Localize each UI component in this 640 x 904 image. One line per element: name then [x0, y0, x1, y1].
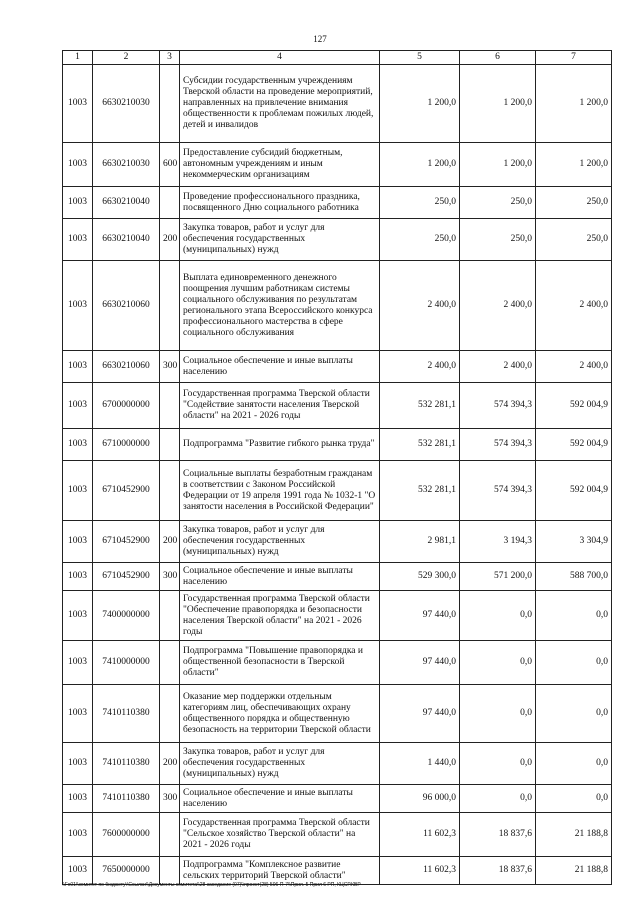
item-name: Государственная программа Тверской области "Сельское хозяйство Тверской области" на 2021 - 2026 годы	[180, 813, 380, 857]
amount-year-3: 1 200,0	[536, 65, 612, 143]
amount-year-3: 2 400,0	[536, 351, 612, 383]
amount-year-2: 0,0	[460, 591, 536, 641]
amount-year-2: 2 400,0	[460, 261, 536, 351]
amount-year-3: 0,0	[536, 743, 612, 785]
section-code: 1003	[63, 143, 93, 187]
item-name: Государственная программа Тверской области "Обеспечение правопорядка и безопасности населения Тверской области" на 2021 - 2026 годы	[180, 591, 380, 641]
target-article-code: 6630210040	[93, 219, 160, 261]
section-code: 1003	[63, 685, 93, 743]
item-name: Субсидии государственным учреждениям Тверской области на проведение мероприятий, направленных на привлечение внимания общественности к проблемам пожилых людей, детей и инвалидов	[180, 65, 380, 143]
column-header: 3	[160, 51, 180, 65]
amount-year-3: 0,0	[536, 591, 612, 641]
amount-year-1: 97 440,0	[380, 685, 460, 743]
amount-year-1: 97 440,0	[380, 641, 460, 685]
expense-type-code: 200	[160, 521, 180, 563]
amount-year-1: 2 400,0	[380, 261, 460, 351]
table-row	[63, 641, 612, 685]
item-name: Социальное обеспечение и иные выплаты населению	[180, 351, 380, 383]
table-row	[63, 219, 612, 261]
expense-type-code: 200	[160, 743, 180, 785]
column-header: 5	[380, 51, 460, 65]
expense-type-code: 600	[160, 143, 180, 187]
section-code: 1003	[63, 65, 93, 143]
amount-year-3: 1 200,0	[536, 143, 612, 187]
section-code: 1003	[63, 641, 93, 685]
expense-type-code	[160, 383, 180, 429]
amount-year-3: 592 004,9	[536, 383, 612, 429]
column-header: 6	[460, 51, 536, 65]
table-row	[63, 521, 612, 563]
table-row	[63, 461, 612, 521]
amount-year-1: 529 300,0	[380, 563, 460, 591]
amount-year-2: 2 400,0	[460, 351, 536, 383]
amount-year-1: 250,0	[380, 219, 460, 261]
target-article-code: 6710000000	[93, 429, 160, 461]
amount-year-1: 11 602,3	[380, 813, 460, 857]
table-row	[63, 187, 612, 219]
section-code: 1003	[63, 785, 93, 813]
table-row	[63, 563, 612, 591]
amount-year-2: 571 200,0	[460, 563, 536, 591]
amount-year-1: 97 440,0	[380, 591, 460, 641]
section-code: 1003	[63, 219, 93, 261]
amount-year-1: 96 000,0	[380, 785, 460, 813]
target-article-code: 6630210030	[93, 65, 160, 143]
table-row	[63, 857, 612, 885]
expense-type-code: 300	[160, 351, 180, 383]
amount-year-3: 21 188,8	[536, 813, 612, 857]
amount-year-3: 250,0	[536, 187, 612, 219]
item-name: Подпрограмма "Комплексное развитие сельских территорий Тверской области"	[180, 857, 380, 885]
section-code: 1003	[63, 591, 93, 641]
target-article-code: 6710452900	[93, 521, 160, 563]
expense-type-code: 200	[160, 219, 180, 261]
amount-year-1: 1 200,0	[380, 65, 460, 143]
table-row	[63, 143, 612, 187]
amount-year-2: 250,0	[460, 219, 536, 261]
column-header: 2	[93, 51, 160, 65]
table-row	[63, 383, 612, 429]
section-code: 1003	[63, 429, 93, 461]
budget-table	[62, 50, 612, 885]
table-row	[63, 591, 612, 641]
section-code: 1003	[63, 521, 93, 563]
expense-type-code	[160, 461, 180, 521]
amount-year-1: 532 281,1	[380, 429, 460, 461]
amount-year-1: 250,0	[380, 187, 460, 219]
footer-file-path: \\Fs01\\комитет по бюджету\\Ссылки\\Документы комитета\\28 заседание (07)\\проект(28) 506-П-7\\Прил. 5 Прил 6 РП, КЦСР.КВР	[62, 882, 361, 888]
expense-type-code	[160, 187, 180, 219]
expense-type-code	[160, 813, 180, 857]
amount-year-3: 21 188,8	[536, 857, 612, 885]
target-article-code: 7400000000	[93, 591, 160, 641]
section-code: 1003	[63, 261, 93, 351]
amount-year-1: 532 281,1	[380, 461, 460, 521]
item-name: Закупка товаров, работ и услуг для обеспечения государственных (муниципальных) нужд	[180, 521, 380, 563]
table-row	[63, 813, 612, 857]
item-name: Государственная программа Тверской области "Содействие занятости населения Тверской области" на 2021 - 2026 годы	[180, 383, 380, 429]
expense-type-code	[160, 261, 180, 351]
amount-year-3: 0,0	[536, 641, 612, 685]
table-row	[63, 685, 612, 743]
amount-year-3: 588 700,0	[536, 563, 612, 591]
item-name: Оказание мер поддержки отдельным категориям лиц, обеспечивающих охрану общественного порядка и общественную безопасность на территории Тверской области	[180, 685, 380, 743]
section-code: 1003	[63, 383, 93, 429]
item-name: Социальные выплаты безработным гражданам в соответствии с Законом Российской Федерации от 19 апреля 1991 года № 1032-1 "О занятости населения в Российской Федерации"	[180, 461, 380, 521]
target-article-code: 7410000000	[93, 641, 160, 685]
item-name: Подпрограмма "Развитие гибкого рынка труда"	[180, 429, 380, 461]
item-name: Социальное обеспечение и иные выплаты населению	[180, 785, 380, 813]
target-article-code: 6710452900	[93, 563, 160, 591]
target-article-code: 7650000000	[93, 857, 160, 885]
target-article-code: 7600000000	[93, 813, 160, 857]
expense-type-code	[160, 857, 180, 885]
section-code: 1003	[63, 813, 93, 857]
section-code: 1003	[63, 743, 93, 785]
target-article-code: 7410110380	[93, 685, 160, 743]
table-row	[63, 429, 612, 461]
column-header-row	[63, 51, 612, 65]
amount-year-2: 0,0	[460, 743, 536, 785]
amount-year-2: 0,0	[460, 685, 536, 743]
amount-year-1: 2 400,0	[380, 351, 460, 383]
amount-year-1: 2 981,1	[380, 521, 460, 563]
target-article-code: 7410110380	[93, 785, 160, 813]
amount-year-2: 3 194,3	[460, 521, 536, 563]
amount-year-3: 250,0	[536, 219, 612, 261]
item-name: Подпрограмма "Повышение правопорядка и общественной безопасности в Тверской области"	[180, 641, 380, 685]
section-code: 1003	[63, 461, 93, 521]
section-code: 1003	[63, 187, 93, 219]
table-row	[63, 743, 612, 785]
amount-year-2: 574 394,3	[460, 383, 536, 429]
target-article-code: 6630210040	[93, 187, 160, 219]
amount-year-1: 1 200,0	[380, 143, 460, 187]
table-row	[63, 65, 612, 143]
item-name: Предоставление субсидий бюджетным, автономным учреждениям и иным некоммерческим организациям	[180, 143, 380, 187]
table-row	[63, 261, 612, 351]
expense-type-code	[160, 591, 180, 641]
expense-type-code	[160, 65, 180, 143]
section-code: 1003	[63, 857, 93, 885]
amount-year-2: 1 200,0	[460, 65, 536, 143]
amount-year-2: 574 394,3	[460, 461, 536, 521]
amount-year-2: 574 394,3	[460, 429, 536, 461]
item-name: Социальное обеспечение и иные выплаты населению	[180, 563, 380, 591]
amount-year-3: 2 400,0	[536, 261, 612, 351]
amount-year-2: 0,0	[460, 641, 536, 685]
expense-type-code: 300	[160, 563, 180, 591]
target-article-code: 7410110380	[93, 743, 160, 785]
amount-year-3: 0,0	[536, 685, 612, 743]
amount-year-2: 250,0	[460, 187, 536, 219]
page-number: 127	[313, 34, 327, 44]
amount-year-3: 0,0	[536, 785, 612, 813]
expense-type-code	[160, 685, 180, 743]
amount-year-2: 18 837,6	[460, 857, 536, 885]
expense-type-code	[160, 429, 180, 461]
expense-type-code: 300	[160, 785, 180, 813]
item-name: Выплата единовременного денежного поощрения лучшим работникам системы социального обслуживания по результатам регионального этапа Всероссийского конкурса профессионального мастерства в сфере социального обслуживания	[180, 261, 380, 351]
target-article-code: 6630210060	[93, 261, 160, 351]
amount-year-1: 11 602,3	[380, 857, 460, 885]
target-article-code: 6700000000	[93, 383, 160, 429]
section-code: 1003	[63, 563, 93, 591]
target-article-code: 6630210060	[93, 351, 160, 383]
target-article-code: 6630210030	[93, 143, 160, 187]
amount-year-3: 592 004,9	[536, 429, 612, 461]
amount-year-1: 1 440,0	[380, 743, 460, 785]
amount-year-3: 592 004,9	[536, 461, 612, 521]
section-code: 1003	[63, 351, 93, 383]
column-header: 7	[536, 51, 612, 65]
expense-type-code	[160, 641, 180, 685]
table-row	[63, 351, 612, 383]
amount-year-2: 0,0	[460, 785, 536, 813]
item-name: Закупка товаров, работ и услуг для обеспечения государственных (муниципальных) нужд	[180, 219, 380, 261]
amount-year-1: 532 281,1	[380, 383, 460, 429]
amount-year-2: 18 837,6	[460, 813, 536, 857]
column-header: 4	[180, 51, 380, 65]
amount-year-3: 3 304,9	[536, 521, 612, 563]
amount-year-2: 1 200,0	[460, 143, 536, 187]
column-header: 1	[63, 51, 93, 65]
target-article-code: 6710452900	[93, 461, 160, 521]
table-row	[63, 785, 612, 813]
item-name: Проведение профессионального праздника, посвященного Дню социального работника	[180, 187, 380, 219]
item-name: Закупка товаров, работ и услуг для обеспечения государственных (муниципальных) нужд	[180, 743, 380, 785]
